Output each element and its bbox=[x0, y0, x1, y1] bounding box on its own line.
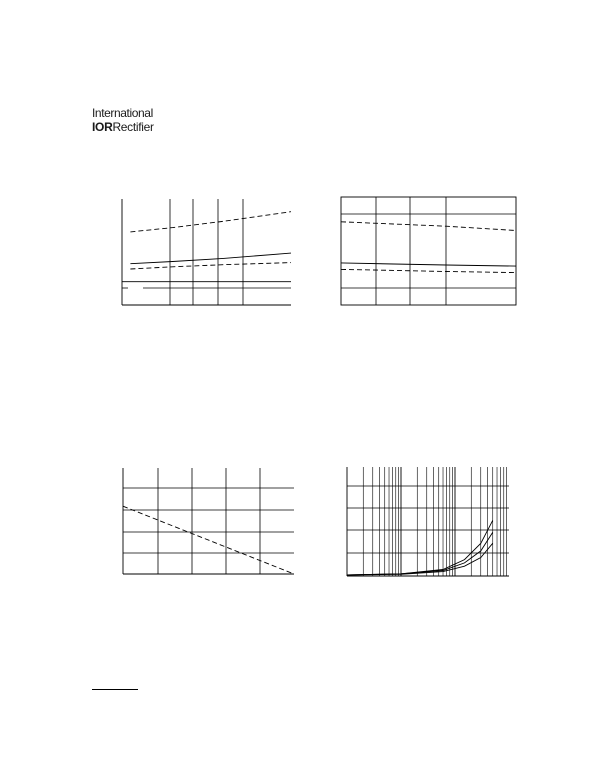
footnote-rule bbox=[92, 689, 138, 690]
plot-frame bbox=[341, 197, 516, 305]
series-line-2 bbox=[130, 253, 291, 264]
chart-1 bbox=[122, 199, 291, 305]
logo-rectifier-text: Rectifier bbox=[112, 120, 154, 134]
series-line-2 bbox=[341, 263, 516, 266]
series-line-1 bbox=[123, 506, 294, 574]
series-line-3 bbox=[341, 269, 516, 272]
chart-4 bbox=[347, 467, 509, 576]
chart-3 bbox=[123, 468, 294, 574]
chart-2 bbox=[341, 197, 516, 305]
series-line-3 bbox=[130, 263, 291, 269]
logo-line-international: International bbox=[92, 106, 153, 120]
series-line-1 bbox=[341, 222, 516, 231]
series-line-3 bbox=[347, 543, 493, 575]
logo-ior-mark: IOR bbox=[92, 120, 113, 134]
series-line-1 bbox=[347, 520, 493, 575]
series-line-1 bbox=[130, 212, 291, 232]
